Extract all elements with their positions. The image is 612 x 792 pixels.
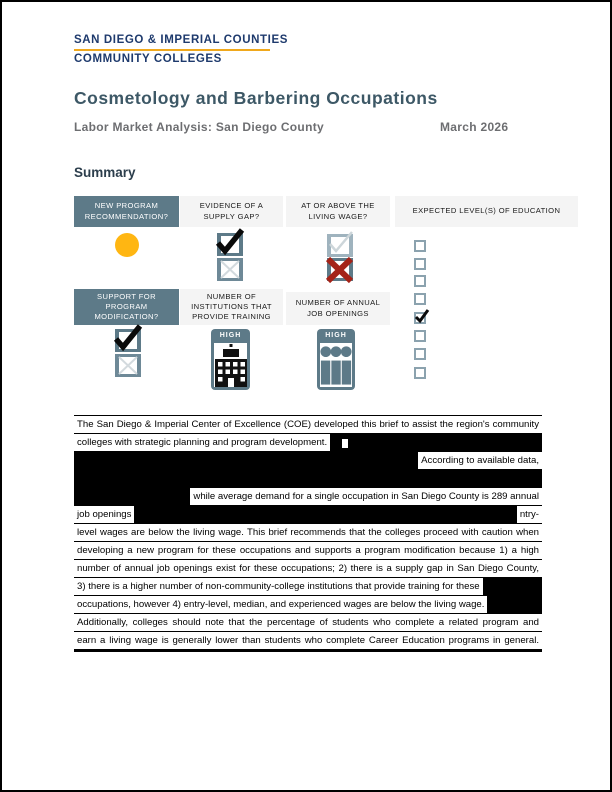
org-name-line2: COMMUNITY COLLEGES xyxy=(74,53,222,65)
institutions-badge: HIGH xyxy=(219,332,242,339)
body-line: occupations, however 4) entry-level, median, and experienced wages are below the living wage. xyxy=(74,596,487,613)
institutions-tile xyxy=(211,329,250,390)
body-line: while average demand for a single occupation in San Diego County is 289 annual xyxy=(190,488,542,505)
support-modification-yes-checkbox xyxy=(115,329,141,352)
body-line: level wages are below the living wage. This brief recommends that the colleges proceed with caution when xyxy=(74,524,542,541)
people-group-icon xyxy=(320,343,352,387)
school-building-icon xyxy=(215,344,247,387)
job-openings-tile xyxy=(317,329,355,390)
education-checkbox xyxy=(414,258,426,270)
education-checkbox xyxy=(414,275,426,287)
subtitle: Labor Market Analysis: San Diego County xyxy=(74,120,324,134)
body-line: job openings xyxy=(74,506,134,523)
education-checkbox xyxy=(414,293,426,305)
org-name-line1: SAN DIEGO & IMPERIAL COUNTIES xyxy=(74,34,288,46)
faint-x-icon xyxy=(218,258,242,281)
education-checkbox xyxy=(414,330,426,342)
job-openings-badge: HIGH xyxy=(325,332,347,339)
body-line: ntry- xyxy=(517,506,542,523)
living-wage-no-checkbox xyxy=(327,258,353,281)
check-icon xyxy=(414,309,430,325)
check-icon xyxy=(212,226,246,256)
header-living-wage: AT OR ABOVE THE LIVING WAGE? xyxy=(286,196,390,227)
header-supply-gap: EVIDENCE OF A SUPPLY GAP? xyxy=(180,196,283,227)
living-wage-yes-checkbox xyxy=(327,234,353,257)
tile-panel xyxy=(320,343,352,387)
faint-x-icon xyxy=(116,354,140,377)
caution-circle-icon xyxy=(115,233,139,257)
tile-panel xyxy=(214,343,247,387)
supply-gap-no-checkbox xyxy=(217,258,243,281)
body-line: According to available data, xyxy=(418,452,542,469)
body-line: earn a living wage is generally lower than students who complete Career Education programs in general. xyxy=(74,632,542,649)
education-checkbox-checked xyxy=(414,312,426,324)
body-line: number of annual job openings exist for these occupations; 2) there is a supply gap in San Diego County, xyxy=(74,560,542,577)
check-icon xyxy=(110,322,144,352)
header-education: EXPECTED LEVEL(S) OF EDUCATION xyxy=(395,196,578,227)
body-text-block xyxy=(74,415,542,652)
header-new-program: NEW PROGRAM RECOMMENDATION? xyxy=(74,196,179,227)
body-line: colleges with strategic planning and program development. xyxy=(74,434,330,451)
date: March 2026 xyxy=(440,120,509,134)
red-x-icon xyxy=(324,255,356,285)
education-checkbox xyxy=(414,367,426,379)
body-line: The San Diego & Imperial Center of Excellence (COE) developed this brief to assist the region's community xyxy=(74,416,542,433)
body-line: 3) there is a higher number of non-community-college institutions that provide training for these xyxy=(74,578,483,595)
body-line: Additionally, colleges should note that the percentage of students who complete a related program and xyxy=(74,614,542,631)
supply-gap-yes-checkbox xyxy=(217,233,243,256)
education-checkbox xyxy=(414,240,426,252)
hidden-footnote-chip xyxy=(342,439,348,448)
header-institutions: NUMBER OF INSTITUTIONS THAT PROVIDE TRAINING xyxy=(180,289,283,325)
support-modification-no-checkbox xyxy=(115,354,141,377)
summary-heading: Summary xyxy=(74,165,136,180)
faint-check-icon xyxy=(325,229,355,257)
page-title: Cosmetology and Barbering Occupations xyxy=(74,88,438,108)
header-job-openings: NUMBER OF ANNUAL JOB OPENINGS xyxy=(286,292,390,325)
gold-rule xyxy=(74,49,270,51)
header-support-modification: SUPPORT FOR PROGRAM MODIFICATION? xyxy=(74,289,179,325)
education-checkbox xyxy=(414,348,426,360)
body-line: developing a new program for these occupations and supports a program modification because 1) a high xyxy=(74,542,542,559)
